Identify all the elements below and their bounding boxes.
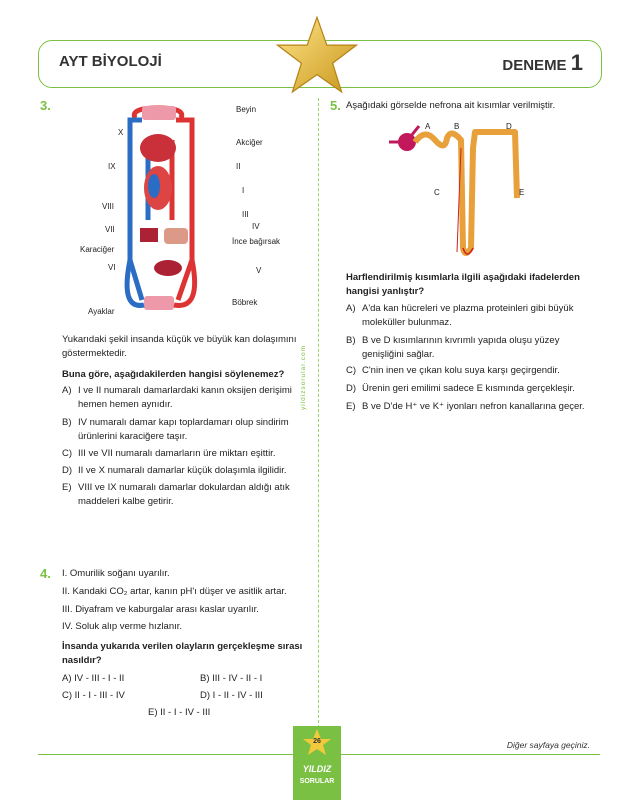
- label-i: I: [242, 186, 245, 195]
- question-3-number: 3.: [40, 98, 51, 113]
- logo-text-2: SORULAR: [299, 778, 335, 785]
- q4-option-c[interactable]: C) II - I - III - IV: [62, 690, 125, 701]
- q5-stem: Aşağıdaki görselde nefrona ait kısımlar verilmiştir.: [346, 100, 556, 111]
- label-karaciger: Karaciğer: [80, 245, 115, 254]
- test-title: DENEME 1: [502, 50, 583, 75]
- label-ii: II: [236, 162, 241, 171]
- label-ayaklar: Ayaklar: [88, 307, 115, 316]
- q3-question: Buna göre, aşağıdakilerden hangisi söylenemez?: [62, 369, 285, 380]
- next-page-note: Diğer sayfaya geçiniz.: [506, 740, 590, 750]
- nephron-label-e: E: [519, 188, 525, 197]
- nephron-diagram: [385, 118, 535, 268]
- label-bobrek: Böbrek: [232, 298, 258, 307]
- q4-item-1: I. Omurilik soğanı uyarılır.: [62, 568, 170, 579]
- q5-question-line1: Harflendirilmiş kısımlarla ilgili aşağıdaki ifadelerden: [346, 272, 580, 283]
- label-iv: IV: [252, 222, 260, 231]
- label-akciger: Akciğer: [236, 138, 263, 147]
- label-viii: VIII: [102, 202, 115, 211]
- nephron-label-c: C: [434, 188, 440, 197]
- logo-text-1: YILDIZ: [302, 764, 332, 774]
- label-v: V: [256, 266, 262, 275]
- q5-question-line2: hangisi yanlıştır?: [346, 286, 425, 297]
- label-x: X: [118, 128, 124, 137]
- q4-question-line2: nasıldır?: [62, 655, 102, 666]
- subject-title: AYT BİYOLOJİ: [59, 53, 162, 70]
- q4-option-b[interactable]: B) III - IV - II - I: [200, 673, 263, 684]
- column-divider: [318, 98, 319, 738]
- label-vi: VI: [108, 263, 116, 272]
- label-beyin: Beyin: [236, 105, 257, 114]
- q4-item-2: II. Kandaki CO₂ artar, kanın pH'ı düşer ve asitlik artar.: [62, 586, 287, 597]
- nephron-label-d: D: [506, 122, 512, 131]
- label-vii: VII: [105, 225, 115, 234]
- label-ix: IX: [108, 162, 116, 171]
- nephron-label-b: B: [454, 122, 460, 131]
- q4-question-line1: İnsanda yukarıda verilen olayların gerçekleşme sırası: [62, 641, 303, 652]
- label-iii: III: [242, 210, 249, 219]
- circulation-diagram: [60, 100, 300, 320]
- question-4-number: 4.: [40, 566, 51, 581]
- nephron-label-a: A: [425, 122, 431, 131]
- q3-stem-line1: Yukarıdaki şekil insanda küçük ve büyük kan dolaşımını: [62, 334, 297, 345]
- page-number: 26: [313, 738, 321, 745]
- q4-option-d[interactable]: D) I - II - IV - III: [200, 690, 263, 701]
- star-icon: [276, 14, 358, 96]
- publisher-logo: [293, 726, 341, 800]
- q3-stem-line2: göstermektedir.: [62, 348, 127, 359]
- label-ince-bagirsak: İnce bağırsak: [232, 237, 281, 246]
- q4-option-e[interactable]: E) II - I - IV - III: [148, 707, 211, 718]
- question-5-number: 5.: [330, 98, 341, 113]
- q4-item-4: IV. Soluk alıp verme hızlanır.: [62, 621, 183, 632]
- site-watermark: yildizsorular.com: [300, 344, 307, 410]
- q4-item-3: III. Diyafram ve kaburgalar arası kaslar uyarılır.: [62, 604, 259, 615]
- q4-option-a[interactable]: A) IV - III - I - II: [62, 673, 125, 684]
